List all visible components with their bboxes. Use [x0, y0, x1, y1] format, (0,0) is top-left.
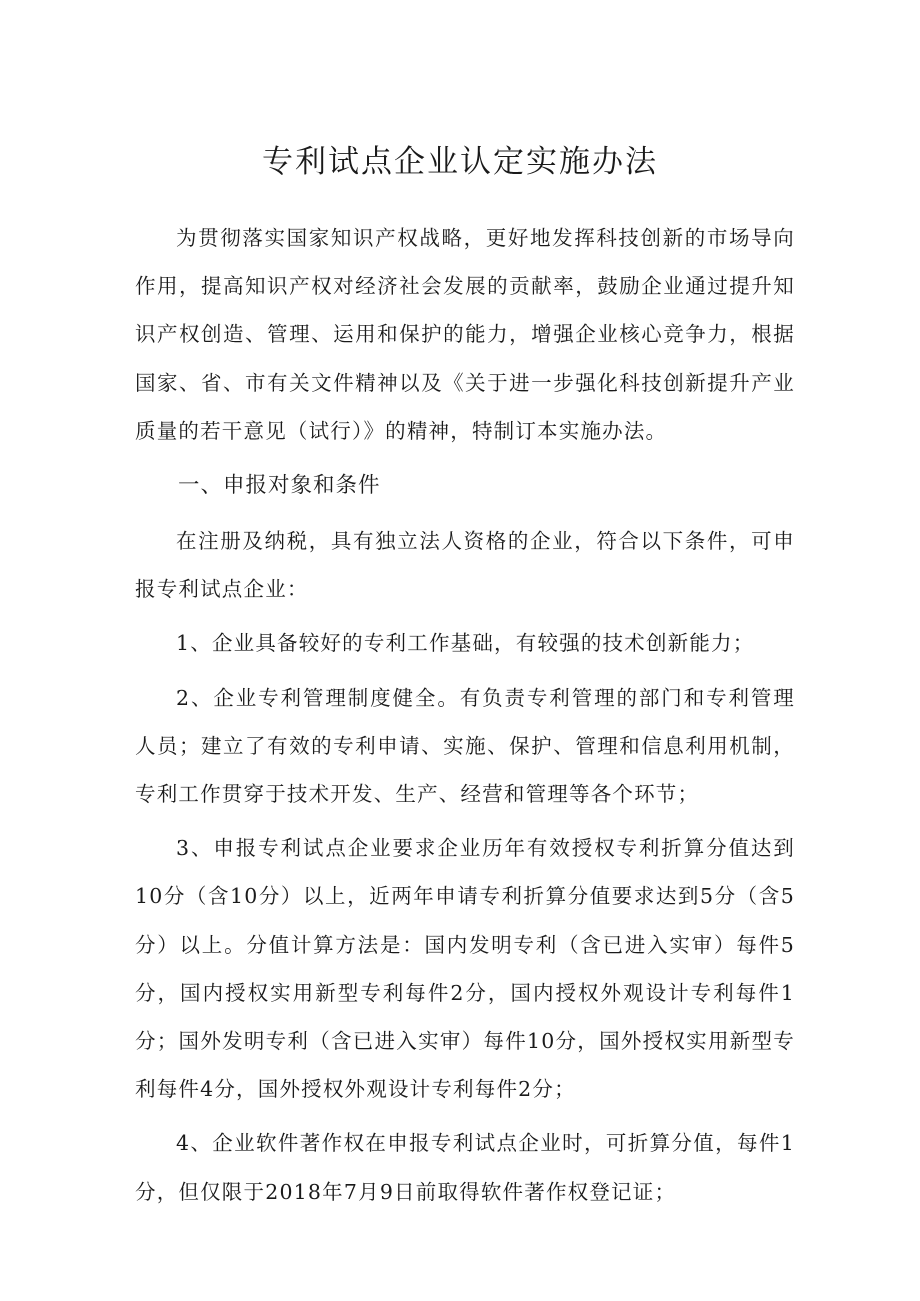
- document-title: 专利试点企业认定实施办法: [262, 144, 658, 180]
- condition-item-2: 2、企业专利管理制度健全。有负责专利管理的部门和专利管理人员；建立了有效的专利申请、实施、保护、管理和信息利用机制，专利工作贯穿于技术开发、生产、经营和管理等各个环节；: [135, 685, 795, 807]
- condition-item-1: 1、企业具备较好的专利工作基础，有较强的技术创新能力；: [176, 631, 755, 656]
- section-lead-paragraph: 在注册及纳税，具有独立法人资格的企业，符合以下条件，可申报专利试点企业：: [135, 529, 795, 602]
- condition-item-4: 4、企业软件著作权在申报专利试点企业时，可折算分值，每件1分，但仅限于2018年7月9日前取得软件著作权登记证；: [135, 1131, 795, 1204]
- section-heading: 一、申报对象和条件: [178, 473, 381, 499]
- intro-paragraph: 为贯彻落实国家知识产权战略，更好地发挥科技创新的市场导向作用，提高知识产权对经济社会发展的贡献率，鼓励企业通过提升知识产权创造、管理、运用和保护的能力，增强企业核心竞争力，根据国家、省、市有关文件精神以及《关于进一步强化科技创新提升产业质量的若干意见（试行）》的精神，特制订本实施办法。: [135, 226, 795, 443]
- condition-item-3: 3、申报专利试点企业要求企业历年有效授权专利折算分值达到10分（含10分）以上，近两年申请专利折算分值要求达到5分（含5分）以上。分值计算方法是：国内发明专利（含已进入实审）每件5分，国内授权实用新型专利每件2分，国内授权外观设计专利每件1分；国外发明专利（含已进入实审）每件10分，国外授权实用新型专利每件4分，国外授权外观设计专利每件2分；: [135, 836, 795, 1102]
- document-body: [135, 214, 795, 1216]
